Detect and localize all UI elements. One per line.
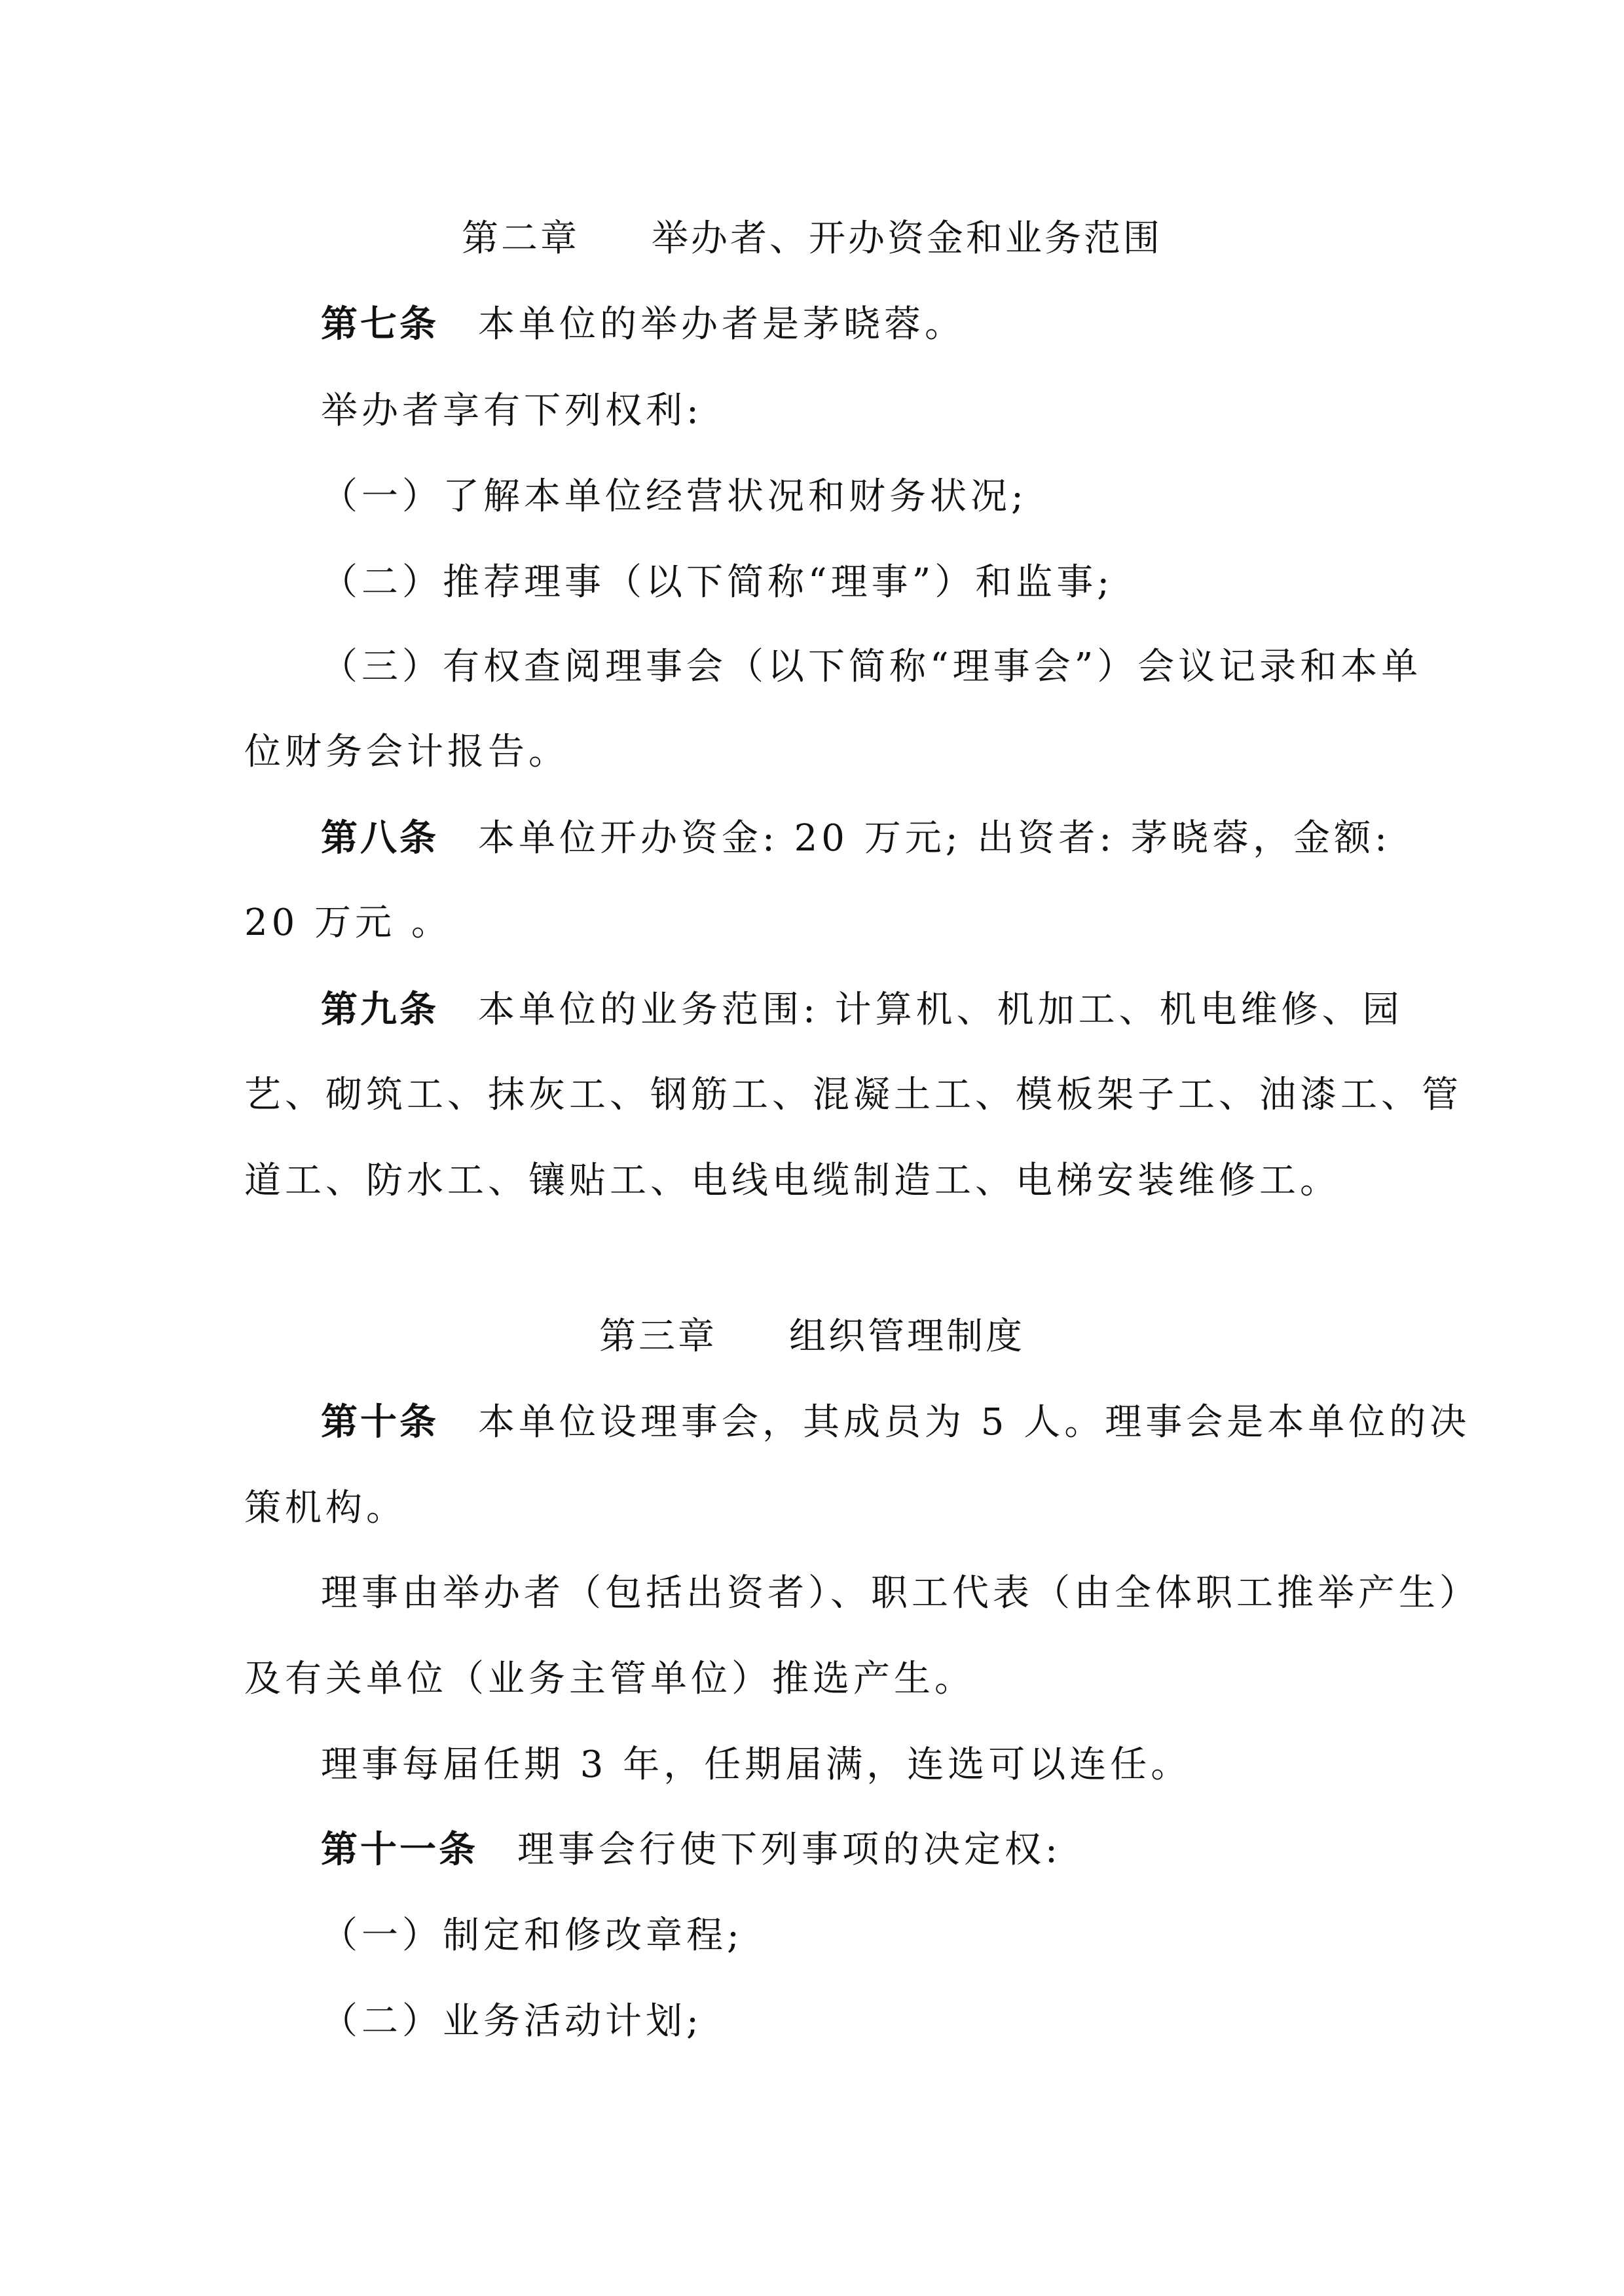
article-11-item-2: （二）业务活动计划; — [321, 2000, 703, 2043]
article-7 — [321, 304, 965, 346]
article-7-item-3-line-2: 位财务会计报告。 — [244, 731, 569, 773]
article-11-item-1: （一）制定和修改章程; — [321, 1914, 743, 1957]
chapter-3-title: 组织管理制度 — [789, 1315, 1025, 1358]
article-10 — [321, 1402, 1470, 1444]
article-10-para-2-line-2: 及有关单位（业务主管单位）推选产生。 — [244, 1658, 975, 1700]
article-8 — [321, 818, 1391, 860]
article-10-text-line-1: 本单位设理事会，其成员为 5 人。理事会是本单位的决 — [478, 1401, 1471, 1444]
article-8-text-line-2: 20 万元 。 — [244, 902, 452, 944]
article-7-item-1: （一）了解本单位经营状况和财务状况; — [321, 475, 1027, 518]
article-10-para-2-line-1: 理事由举办者（包括出资者）、职工代表（由全体职工推举产生） — [321, 1572, 1480, 1614]
article-7-text: 本单位的举办者是茅晓蓉。 — [478, 303, 965, 346]
article-9-label: 第九条 — [321, 989, 439, 1031]
article-8-text-line-1: 本单位开办资金: 20 万元; 出资者: 茅晓蓉，金额: — [478, 817, 1391, 860]
chapter-3-heading — [0, 1316, 1624, 1358]
chapter-3-number: 第三章 — [599, 1315, 717, 1358]
article-7-rights-intro: 举办者享有下列权利: — [321, 390, 703, 432]
article-9-text-line-3: 道工、防水工、镶贴工、电线电缆制造工、电梯安装维修工。 — [244, 1159, 1340, 1202]
article-11 — [321, 1829, 1061, 1871]
article-10-para-3: 理事每届任期 3 年，任期届满，连选可以连任。 — [321, 1743, 1192, 1786]
article-7-item-2: （二）推荐理事（以下简称“理事”）和监事; — [321, 561, 1114, 604]
article-10-text-line-2: 策机构。 — [244, 1487, 407, 1529]
article-9-text-line-2: 艺、砌筑工、抹灰工、钢筋工、混凝土工、模板架子工、油漆工、管 — [244, 1074, 1462, 1116]
article-10-label: 第十条 — [321, 1401, 439, 1444]
article-8-label: 第八条 — [321, 817, 439, 860]
article-7-item-3-line-1: （三）有权查阅理事会（以下简称“理事会”）会议记录和本单 — [321, 646, 1422, 688]
chapter-2-heading — [0, 218, 1624, 260]
chapter-2-title: 举办者、开办资金和业务范围 — [652, 217, 1162, 260]
article-7-label: 第七条 — [321, 303, 439, 346]
article-11-label: 第十一条 — [321, 1829, 478, 1871]
chapter-2-number: 第二章 — [462, 217, 580, 260]
article-11-text: 理事会行使下列事项的决定权: — [517, 1829, 1061, 1871]
article-9-text-line-1: 本单位的业务范围: 计算机、机加工、机电维修、园 — [478, 989, 1403, 1031]
article-9 — [321, 989, 1403, 1031]
